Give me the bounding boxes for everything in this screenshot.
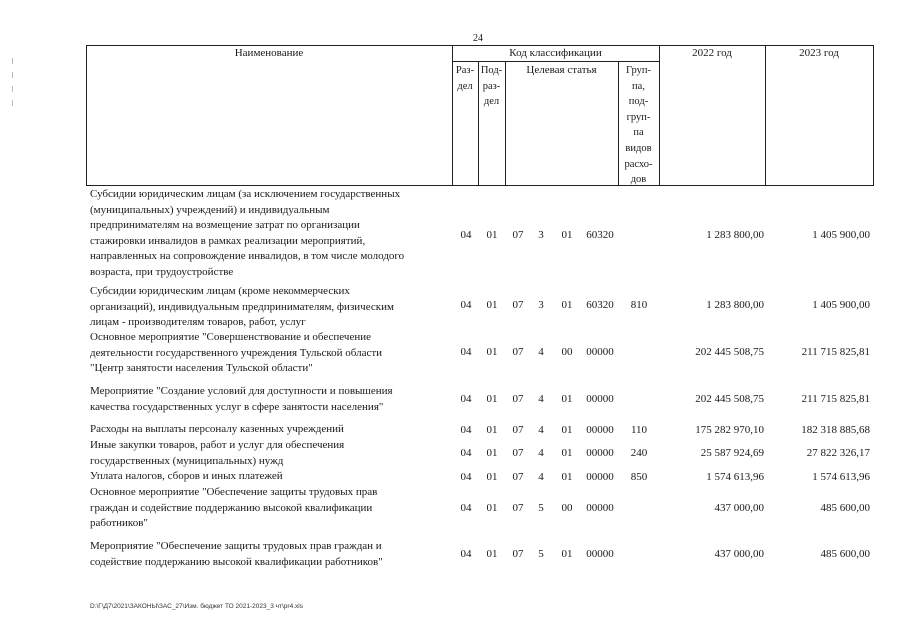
cell-target-4: 00000 [586, 548, 614, 560]
cell-section: 04 [460, 299, 472, 311]
cell-subsection: 01 [486, 548, 498, 560]
row-name-line: стажировки инвалидов в рамках реализации мероприятий, [90, 234, 366, 247]
margin-mark [12, 86, 13, 92]
cell-2022: 202 445 508,75 [695, 346, 764, 358]
cell-subsection: 01 [486, 229, 498, 241]
cell-target-1: 07 [512, 229, 524, 241]
row-name [90, 284, 445, 331]
cell-target-3: 00 [561, 502, 573, 514]
row-name [90, 422, 445, 438]
row-name-line: качества государственных услуг в сфере занятости населения" [90, 400, 384, 413]
cell-group: 810 [630, 299, 648, 311]
row-name-line: деятельности государственного учреждения Тульской области [90, 346, 383, 359]
row-name-line: (муниципальных) учреждений) и индивидуальным [90, 203, 330, 216]
row-name [90, 485, 445, 532]
row-name-line: Уплата налогов, сборов и иных платежей [90, 470, 283, 482]
cell-2023: 211 715 825,81 [801, 393, 870, 405]
cell-target-4: 00000 [586, 502, 614, 514]
header-name: Наименование [234, 47, 304, 59]
row-name [90, 384, 445, 415]
cell-target-4: 60320 [586, 229, 614, 241]
header-2022: 2022 год [692, 47, 732, 59]
cell-target-4: 00000 [586, 393, 614, 405]
cell-target-1: 07 [512, 346, 524, 358]
header-target-article: Целевая статья [526, 64, 597, 76]
row-name [90, 469, 445, 485]
cell-subsection: 01 [486, 299, 498, 311]
margin-mark [12, 100, 13, 106]
header-section: Раз- дел [455, 65, 475, 92]
margin-mark [12, 72, 13, 78]
cell-2023: 485 600,00 [820, 502, 870, 514]
cell-target-2: 5 [538, 502, 544, 514]
header-2023: 2023 год [799, 47, 839, 59]
cell-section: 04 [460, 346, 472, 358]
cell-section: 04 [460, 502, 472, 514]
row-name-line: работников" [90, 517, 148, 530]
header-group: Груп- па, под- груп- па видов расхо- дов [624, 65, 653, 186]
cell-target-2: 4 [538, 393, 544, 405]
row-name-line: направленных на сопровождение инвалидов, в том числе молодого [90, 250, 405, 263]
cell-2023: 1 405 900,00 [812, 229, 870, 241]
cell-section: 04 [460, 424, 472, 436]
file-path-footer: D:\Г\Д7\2021\ЗАКОНЫ\ЗАС_27\Изм. бюджет ТО 2021-2023_3 чт\pr4.xls [90, 603, 303, 610]
cell-target-3: 01 [561, 229, 573, 241]
cell-target-4: 00000 [586, 346, 614, 358]
cell-section: 04 [460, 447, 472, 459]
cell-target-1: 07 [512, 548, 524, 560]
row-name-line: государственных (муниципальных) нужд [90, 454, 284, 467]
cell-2022: 175 282 970,10 [695, 424, 764, 436]
row-name-line: граждан и содействие поддержанию высокой квалификации [90, 501, 373, 514]
row-name-line: Расходы на выплаты персоналу казенных учреждений [90, 423, 344, 435]
cell-target-3: 01 [561, 424, 573, 436]
cell-target-2: 4 [538, 346, 544, 358]
row-name-line: содействие поддержанию высокой квалификации работников" [90, 555, 383, 568]
row-name-line: Основное мероприятие "Совершенствование и обеспечение [90, 331, 371, 343]
cell-section: 04 [460, 393, 472, 405]
row-name-line: Основное мероприятие "Обеспечение защиты трудовых прав [90, 486, 378, 498]
cell-target-1: 07 [512, 424, 524, 436]
margin-mark [12, 58, 13, 64]
cell-2023: 211 715 825,81 [801, 346, 870, 358]
cell-target-2: 4 [538, 471, 544, 483]
cell-2022: 25 587 924,69 [700, 447, 764, 459]
row-name-line: организаций), индивидуальным предпринимателям, физическим [90, 300, 394, 313]
row-name [90, 187, 445, 281]
cell-subsection: 01 [486, 447, 498, 459]
cell-target-2: 3 [538, 229, 544, 241]
row-name [90, 330, 445, 377]
cell-target-4: 00000 [586, 447, 614, 459]
cell-target-2: 4 [538, 424, 544, 436]
cell-target-3: 01 [561, 447, 573, 459]
cell-target-2: 4 [538, 447, 544, 459]
cell-target-1: 07 [512, 471, 524, 483]
row-name-line: Иные закупки товаров, работ и услуг для обеспечения [90, 439, 345, 451]
cell-2023: 27 822 326,17 [806, 447, 870, 459]
cell-2022: 1 283 800,00 [706, 299, 764, 311]
cell-target-2: 3 [538, 299, 544, 311]
cell-2022: 1 283 800,00 [706, 229, 764, 241]
cell-subsection: 01 [486, 346, 498, 358]
cell-subsection: 01 [486, 502, 498, 514]
row-name-line: Мероприятие "Создание условий для доступности и повышения [90, 385, 393, 397]
cell-2023: 182 318 885,68 [801, 424, 870, 436]
cell-2023: 1 574 613,96 [812, 471, 870, 483]
header-classification: Код классификации [509, 47, 602, 59]
page-number: 24 [473, 33, 483, 44]
row-name-line: Субсидии юридическим лицам (за исключением государственных [90, 188, 401, 200]
row-name-line: лицам - производителям товаров, работ, услуг [90, 316, 306, 329]
cell-group: 850 [630, 471, 648, 483]
cell-subsection: 01 [486, 393, 498, 405]
cell-group: 240 [630, 447, 648, 459]
cell-target-3: 01 [561, 471, 573, 483]
cell-2022: 202 445 508,75 [695, 393, 764, 405]
cell-2022: 1 574 613,96 [706, 471, 764, 483]
cell-target-1: 07 [512, 447, 524, 459]
row-name-line: "Центр занятости населения Тульской области" [90, 362, 313, 375]
cell-target-3: 01 [561, 393, 573, 405]
cell-target-3: 00 [561, 346, 573, 358]
cell-2023: 1 405 900,00 [812, 299, 870, 311]
cell-target-2: 5 [538, 548, 544, 560]
cell-2023: 485 600,00 [820, 548, 870, 560]
cell-2022: 437 000,00 [714, 502, 764, 514]
cell-target-4: 00000 [586, 424, 614, 436]
row-name-line: возраста, при трудоустройстве [90, 265, 234, 278]
cell-subsection: 01 [486, 424, 498, 436]
cell-section: 04 [460, 471, 472, 483]
row-name-line: предпринимателям на возмещение затрат по организации [90, 219, 360, 232]
cell-target-3: 01 [561, 548, 573, 560]
cell-target-1: 07 [512, 502, 524, 514]
cell-target-4: 60320 [586, 299, 614, 311]
cell-section: 04 [460, 548, 472, 560]
cell-section: 04 [460, 229, 472, 241]
cell-subsection: 01 [486, 471, 498, 483]
cell-target-3: 01 [561, 299, 573, 311]
row-name-line: Мероприятие "Обеспечение защиты трудовых прав граждан и [90, 540, 382, 552]
header-subsection: Под- раз- дел [480, 65, 503, 108]
cell-2022: 437 000,00 [714, 548, 764, 560]
cell-target-4: 00000 [586, 471, 614, 483]
cell-group: 110 [630, 424, 648, 436]
cell-target-1: 07 [512, 299, 524, 311]
cell-target-1: 07 [512, 393, 524, 405]
row-name [90, 438, 445, 469]
row-name-line: Субсидии юридическим лицам (кроме некоммерческих [90, 285, 350, 297]
row-name [90, 539, 445, 570]
